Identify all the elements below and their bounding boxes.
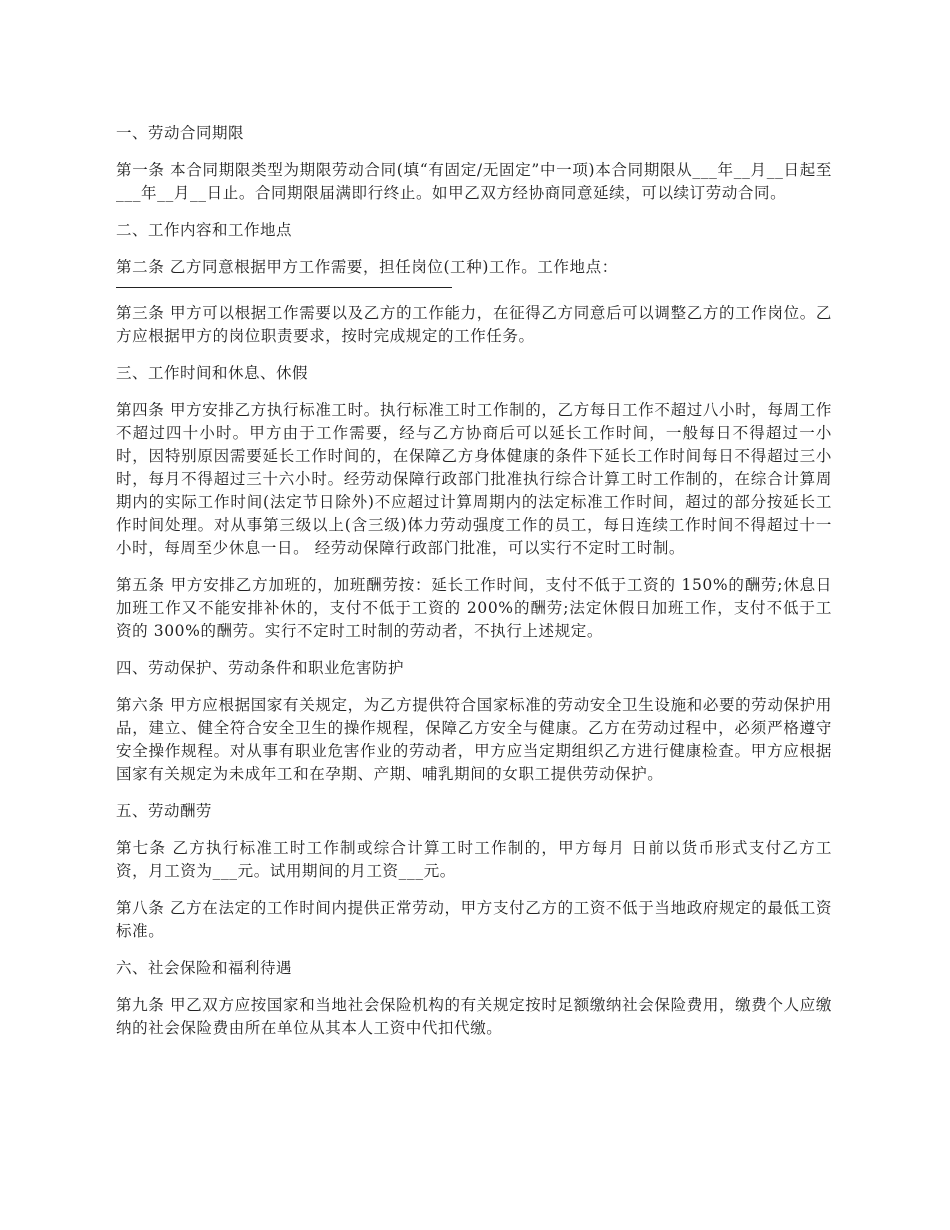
article-8: 第八条 乙方在法定的工作时间内提供正常劳动，甲方支付乙方的工资不低于当地政府规定的最低工资标准。 [116, 899, 832, 940]
section-heading-working-hours: 三、工作时间和休息、休假 [116, 364, 309, 382]
section-heading-term: 一、劳动合同期限 [116, 124, 245, 142]
article-3: 第三条 甲方可以根据工作需要以及乙方的工作能力，在征得乙方同意后可以调整乙方的工作岗位。乙方应根据甲方的岗位职责要求，按时完成规定的工作任务。 [116, 304, 832, 345]
article-5: 第五条 甲方安排乙方加班的，加班酬劳按：延长工作时间，支付不低于工资的 150%的酬劳;休息日加班工作又不能安排补休的，支付不低于工资的 200%的酬劳;法定休假日加班工作，支付不低于工资的 300%的酬劳。实行不定时工时制的劳动者，不执行上述规定。 [116, 576, 832, 640]
section-heading-labor-protection: 四、劳动保护、劳动条件和职业危害防护 [116, 659, 405, 677]
article-2: 第二条 乙方同意根据甲方工作需要，担任岗位(工种)工作。工作地点： [116, 258, 618, 276]
article-9: 第九条 甲乙双方应按国家和当地社会保险机构的有关规定按时足额缴纳社会保险费用，缴费个人应缴纳的社会保险费由所在单位从其本人工资中代扣代缴。 [116, 996, 832, 1037]
section-heading-remuneration: 五、劳动酬劳 [116, 802, 213, 820]
article-6: 第六条 甲方应根据国家有关规定，为乙方提供符合国家标准的劳动安全卫生设施和必要的劳动保护用品，建立、健全符合安全卫生的操作规程，保障乙方安全与健康。乙方在劳动过程中，必须严格遵守安全操作规程。对从事有职业危害作业的劳动者，甲方应当定期组织乙方进行健康检查。甲方应根据国家有关规定为未成年工和在孕期、产期、哺乳期间的女职工提供劳动保护。 [116, 696, 832, 783]
contract-document [116, 122, 832, 1054]
article-7: 第七条 乙方执行标准工时工作制或综合计算工时工作制的，甲方每月 日前以货币形式支付乙方工资，月工资为___元。试用期间的月工资___元。 [116, 839, 832, 880]
section-heading-work-content: 二、工作内容和工作地点 [116, 221, 293, 239]
article-1: 第一条 本合同期限类型为期限劳动合同(填“有固定/无固定”中一项)本合同期限从___年__月__日起至___年__月__日止。合同期限届满即行终止。如甲乙双方经协商同意延续，可以续订劳动合同。 [116, 161, 832, 202]
work-location-blank-line [116, 287, 452, 288]
section-heading-social-insurance: 六、社会保险和福利待遇 [116, 959, 293, 977]
article-4: 第四条 甲方安排乙方执行标准工时。执行标准工时工作制的，乙方每日工作不超过八小时，每周工作不超过四十小时。甲方由于工作需要，经与乙方协商后可以延长工作时间，一般每日不得超过一小时，因特别原因需要延长工作时间的，在保障乙方身体健康的条件下延长工作时间每日不得超过三小时，每月不得超过三十六小时。经劳动保障行政部门批准执行综合计算工时工作制的，在综合计算周期内的实际工作时间(法定节日除外)不应超过计算周期内的法定标准工作时间，超过的部分按延长工作时间处理。对从事第三级以上(含三级)体力劳动强度工作的员工，每日连续工作时间不得超过十一小时，每周至少休息一日。 经劳动保障行政部门批准，可以实行不定时工时制。 [116, 401, 832, 557]
